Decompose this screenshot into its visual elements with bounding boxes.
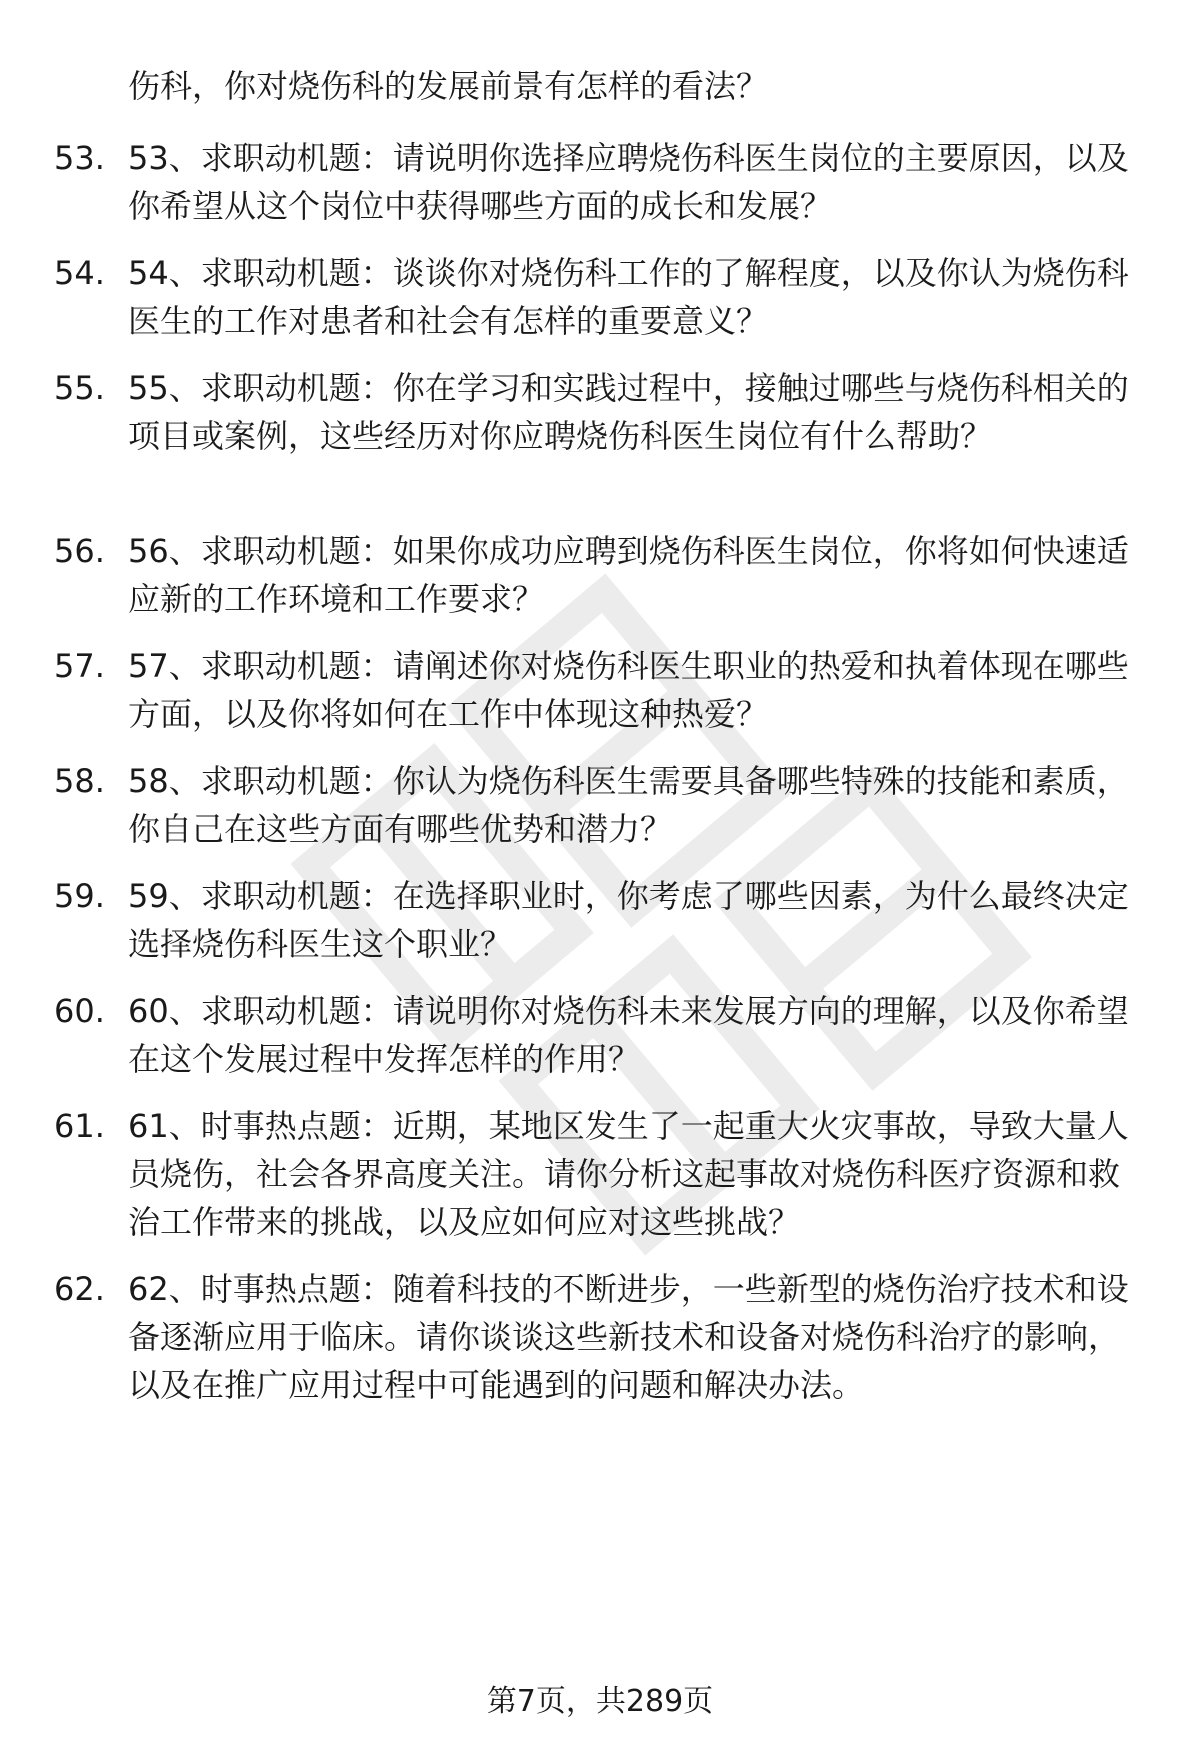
continued-question-text: 伤科，你对烧伤科的发展前景有怎样的看法？ <box>128 67 769 105</box>
question-number: 62. <box>54 1270 105 1308</box>
question-number: 55. <box>54 369 105 407</box>
question-number: 57. <box>54 647 105 685</box>
question-number: 54. <box>54 254 105 292</box>
question-number: 61. <box>54 1107 105 1145</box>
question-text: 62、时事热点题：随着科技的不断进步，一些新型的烧伤治疗技术和设备逐渐应用于临床。请你谈谈这些新技术和设备对烧伤科治疗的影响，以及在推广应用过程中可能遇到的问题和解决办法。 <box>128 1270 1129 1404</box>
question-text: 54、求职动机题：谈谈你对烧伤科工作的了解程度，以及你认为烧伤科医生的工作对患者和社会有怎样的重要意义？ <box>128 254 1129 340</box>
question-number: 60. <box>54 992 105 1030</box>
question-text: 53、求职动机题：请说明你选择应聘烧伤科医生岗位的主要原因，以及你希望从这个岗位中获得哪些方面的成长和发展？ <box>128 139 1129 225</box>
question-text: 59、求职动机题：在选择职业时，你考虑了哪些因素，为什么最终决定选择烧伤科医生这个职业？ <box>128 877 1129 963</box>
question-number: 53. <box>54 139 105 177</box>
page-footer: 第7页，共289页 <box>486 1684 714 1719</box>
question-text: 61、时事热点题：近期，某地区发生了一起重大火灾事故，导致大量人员烧伤，社会各界高度关注。请你分析这起事故对烧伤科医疗资源和救治工作带来的挑战，以及应如何应对这些挑战？ <box>128 1107 1129 1241</box>
question-text: 56、求职动机题：如果你成功应聘到烧伤科医生岗位，你将如何快速适应新的工作环境和工作要求？ <box>128 532 1129 618</box>
question-text: 57、求职动机题：请阐述你对烧伤科医生职业的热爱和执着体现在哪些方面，以及你将如何在工作中体现这种热爱？ <box>128 647 1129 733</box>
question-number: 56. <box>54 532 105 570</box>
question-text: 55、求职动机题：你在学习和实践过程中，接触过哪些与烧伤科相关的项目或案例，这些经历对你应聘烧伤科医生岗位有什么帮助？ <box>128 369 1129 455</box>
question-number: 59. <box>54 877 105 915</box>
question-number: 58. <box>54 762 105 800</box>
question-text: 58、求职动机题：你认为烧伤科医生需要具备哪些特殊的技能和素质，你自己在这些方面有哪些优势和潜力？ <box>128 762 1129 848</box>
question-text: 60、求职动机题：请说明你对烧伤科未来发展方向的理解，以及你希望在这个发展过程中发挥怎样的作用？ <box>128 992 1129 1078</box>
